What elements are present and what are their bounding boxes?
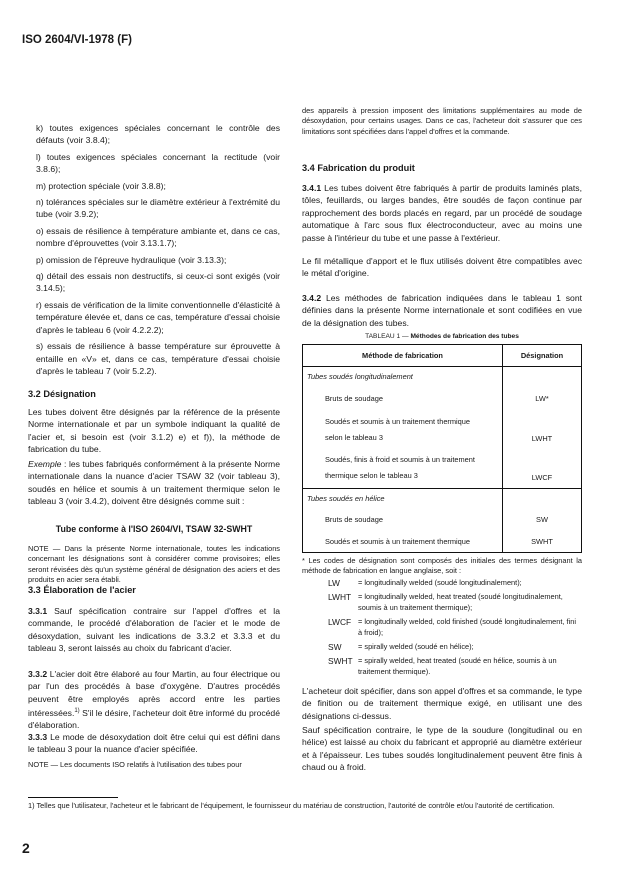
- definition-text: = spirally welded (soudé en hélice);: [358, 642, 474, 652]
- clause-text: Le mode de désoxydation doit être celui qui est défini dans le tableau 3 pour la nuance d'acier spécifiée.: [28, 732, 280, 755]
- definition-item: [328, 656, 580, 677]
- caption-title: Méthodes de fabrication des tubes: [410, 333, 519, 340]
- page-number: 2: [22, 840, 30, 856]
- header-method: Méthode de fabrication: [303, 345, 503, 367]
- footnote: 1) Telles que l'utilisateur, l'acheteur et le fabricant de l'équipement, le fournisseur du matériau de construction, l'autorité de contrôle et/ou l'autorité de certification.: [28, 801, 555, 810]
- buyer-paragraph: L'acheteur doit spécifier, dans son appel d'offres et sa commande, le type de finition ou de traitement thermique exigé, en utilisant une des désignations ci-dessus.: [302, 686, 582, 721]
- code-definitions: [328, 578, 580, 677]
- group-title: Tubes soudés en hélice: [303, 489, 503, 509]
- definition-code: SWHT: [328, 656, 353, 667]
- definition-text: = spirally welded, heat treated (soudé en hélice, soumis à un traitement thermique).: [358, 656, 557, 676]
- method-cell: Soudés et soumis à un traitement thermique selon le tableau 3: [303, 411, 503, 449]
- table-row: [303, 509, 582, 531]
- table-row: [303, 387, 582, 411]
- method-cell: Bruts de soudage: [303, 509, 503, 531]
- code-cell: SW: [536, 515, 548, 524]
- clause-number: 3.4.1: [302, 183, 322, 193]
- list-item: k) toutes exigences spéciales concernant le contrôle des défauts (voir 3.8.4);: [36, 123, 280, 146]
- table-row: [303, 449, 582, 489]
- paragraph-3-3-3: [28, 731, 280, 756]
- paragraph-3-3-1: [28, 605, 280, 655]
- definition-item: [328, 617, 580, 638]
- list-item: m) protection spéciale (voir 3.8.8);: [36, 180, 166, 191]
- code-cell: SWHT: [531, 536, 553, 546]
- table-caption: [302, 333, 582, 340]
- definition-code: LWHT: [328, 592, 352, 603]
- definition-item: [328, 578, 580, 588]
- example-label: Exemple: [28, 459, 62, 469]
- method-cell: Soudés, finis à froid et soumis à un traitement thermique selon le tableau 3: [303, 449, 503, 489]
- footnote-rule: [28, 797, 118, 798]
- weld-type-paragraph: Sauf spécification contraire, le type de la soudure (longitudinal ou en hélice) est laissé au choix du fabricant et approprié au diamètre extérieur et à l'épaisseur. Les tubes soudés longitudinalement peuvent être finis à chaud ou à froid.: [302, 725, 582, 773]
- deoxidation-note: NOTE — Les documents ISO relatifs à l'utilisation des tubes pour: [28, 760, 242, 769]
- section-heading-3-2: 3.2 Désignation: [28, 389, 96, 399]
- code-cell: LWHT: [531, 433, 553, 443]
- document-header: ISO 2604/VI-1978 (F): [22, 34, 132, 46]
- definition-text: = longitudinally welded (soudé longitudinalement);: [358, 578, 522, 587]
- table-row: [303, 411, 582, 449]
- list-item: s) essais de résilience à basse température sur éprouvette à entaille en «V» et, dans ce cas, température d'essai choisie d'après le tableau 7 (voir 5.2.2).: [36, 341, 280, 376]
- definition-code: SW: [328, 642, 342, 653]
- clause-text: Les tubes doivent être fabriqués à partir de produits laminés plats, tôles, feuillards, ou larges bandes, être soudés de façon continue par rapprochement des bords placés en regard, par un procédé de soudage automatique à l'arc sous flux électroconducteur, avec au moins une passe à l'intérieur du tube et une passe à l'extérieur.: [302, 183, 582, 243]
- list-item: o) essais de résilience à température ambiante et, dans ce cas, nombre d'éprouvettes (voir 3.13.1.7);: [36, 225, 280, 249]
- table-row: [303, 531, 582, 553]
- clause-text: Sauf spécification contraire sur l'appel d'offres et la commande, le procédé d'élaboration de l'acier et le mode de désoxydation, suivant les indications de 3.3.2 et 3.3.3 et du tableau 3, seront laissés au choix du fabricant d'acier.: [28, 606, 280, 654]
- clause-text: Les méthodes de fabrication indiquées dans le tableau 1 sont définies dans la présente Norme internationale et sont codifiées en vue de la désignation des tubes.: [302, 293, 582, 328]
- fabrication-methods-table: [302, 344, 582, 553]
- code-cell: LWCF: [531, 473, 553, 482]
- list-item: r) essais de vérification de la limite conventionnelle d'élasticité à température élevée et, dans ce cas, température d'essai choisie d'après le tableau 6 (voir 4.2.2.2);: [36, 299, 280, 335]
- table-footnote: * Les codes de désignation sont composés des initiales des termes désignant la méthode de fabrication en langue anglaise, soit :: [302, 556, 582, 576]
- clause-number: 3.3.3: [28, 732, 48, 742]
- requirements-list: [36, 122, 280, 377]
- example-paragraph: [28, 458, 280, 508]
- paragraph-3-3-2: [28, 668, 280, 732]
- section-heading-3-3: 3.3 Élaboration de l'acier: [28, 585, 136, 595]
- clause-number: 3.3.1: [28, 606, 48, 616]
- header-designation: Désignation: [520, 351, 564, 360]
- filler-paragraph: Le fil métallique d'apport et le flux utilisés doivent être compatibles avec le métal d'origine.: [302, 256, 582, 279]
- paragraph-3-4-2: [302, 292, 582, 329]
- clause-number: 3.3.2: [28, 669, 48, 679]
- list-item: q) détail des essais non destructifs, si ceux-ci sont exigés (voir 3.14.5);: [36, 271, 280, 294]
- section-heading-3-4: 3.4 Fabrication du produit: [302, 163, 415, 173]
- code-cell: LW*: [535, 394, 549, 403]
- definition-item: [328, 642, 580, 652]
- designation-paragraph: Les tubes doivent être désignés par la référence de la présente Norme internationale et par un symbole indiquant la qualité de l'acier et, si besoin est (voir 3.1.2) e) et f)), la méthode de fabrication du tube.: [28, 407, 280, 455]
- method-cell: Soudés et soumis à un traitement thermique: [303, 531, 503, 553]
- clause-number: 3.4.2: [302, 293, 322, 303]
- list-item: n) tolérances spéciales sur le diamètre extérieur à l'extrémité du tube (voir 3.9.2);: [36, 197, 280, 220]
- definition-code: LWCF: [328, 617, 352, 628]
- footnote-ref: 1): [74, 708, 80, 715]
- designation-example: Tube conforme à l'ISO 2604/VI, TSAW 32-SWHT: [55, 524, 253, 534]
- group-title: Tubes soudés longitudinalement: [303, 367, 503, 387]
- caption-number: TABLEAU 1 —: [365, 333, 411, 340]
- designation-note: NOTE — Dans la présente Norme internationale, toutes les indications concernant les désignations sont à considérer comme provisoires; elles seront révisées dès qu'un système général de désignation des aciers et des produits en acier sera établi.: [28, 544, 280, 585]
- note-continuation: des appareils à pression imposent des limitations supplémentaires au mode de désoxydation, pour certains usages. Dans ce cas, l'acheteur doit s'assurer que ces limitations sont spécifiées dans l'appel d'offres et la commande.: [302, 106, 582, 136]
- list-item: l) toutes exigences spéciales concernant la rectitude (voir 3.8.6);: [36, 151, 280, 175]
- paragraph-3-4-1: [302, 182, 582, 244]
- definition-text: = longitudinally welded, heat treated (soudé longitudinalement, soumis à un traitement thermique);: [358, 592, 563, 612]
- example-text: : les tubes fabriqués conformément à la présente Norme internationale dans la nuance d'acier TSAW 32 (voir tableau 3), soudés en hélice et soumis à un traitement thermique selon le tableau 3 (voir 3.4.2), doivent être désignés comme suit :: [28, 459, 280, 507]
- clause-text: S'il le désire, l'acheteur doit être informé du procédé d'élaboration.: [28, 708, 280, 731]
- clause-text: L'acier doit être élaboré au four Martin, au four électrique ou par l'un des procédés à base d'oxygène. D'autres procédés peuvent être employés après accord entre les parties intéressées.: [28, 669, 280, 719]
- method-cell: Bruts de soudage: [303, 387, 503, 411]
- definition-item: [328, 592, 580, 613]
- definition-text: = longitudinally welded, cold finished (soudé longitudinalement, fini à froid);: [358, 617, 576, 637]
- list-item: p) omission de l'épreuve hydraulique (voir 3.13.3);: [36, 254, 227, 265]
- definition-code: LW: [328, 578, 340, 588]
